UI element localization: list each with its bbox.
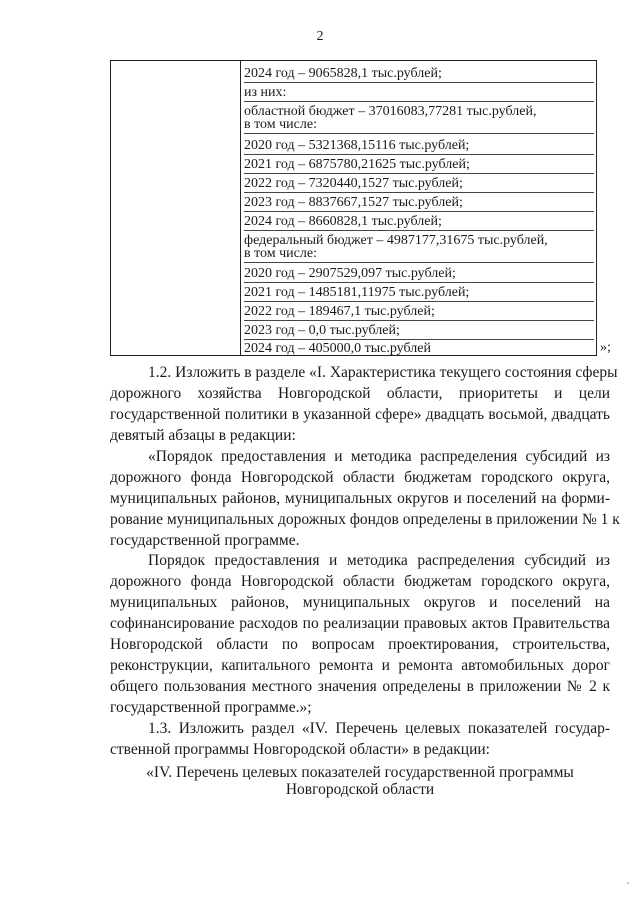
table-line: 2022 год – 189467,1 тыс.рублей; bbox=[244, 305, 594, 321]
text-line: муниципальных районов, муниципальных округов и поселений на форми- bbox=[110, 490, 610, 507]
table-line: 2023 год – 0,0 тыс.рублей; bbox=[244, 324, 594, 340]
text-line: девятый абзацы в редакции: bbox=[110, 427, 296, 444]
paragraph-quote-1 bbox=[110, 446, 620, 551]
text-line: рование муниципальных дорожных фондов определены в приложении № 1 к bbox=[110, 511, 620, 528]
page-number: 2 bbox=[316, 29, 324, 44]
paragraph-1-3 bbox=[110, 718, 610, 760]
table-line: областной бюджет – 37016083,77281 тыс.рублей, bbox=[244, 104, 537, 119]
heading-line: Новгородской области bbox=[285, 781, 435, 798]
table-line: 2024 год – 8660828,1 тыс.рублей; bbox=[244, 215, 594, 231]
text-line: «Порядок предоставления и методика распределения субсидий из bbox=[148, 448, 610, 465]
table-line: 2021 год – 6875780,21625 тыс.рублей; bbox=[244, 158, 594, 174]
text-line: 1.2. Изложить в разделе «I. Характеристика текущего состояния сферы bbox=[148, 364, 618, 381]
table-line: 2024 год – 405000,0 тыс.рублей bbox=[244, 341, 431, 356]
text-line: софинансирование расходов по реализации правовых актов Правительства bbox=[110, 615, 610, 632]
table-line: 2020 год – 5321368,15116 тыс.рублей; bbox=[244, 139, 594, 155]
text-line: общего пользования местного значения определены в приложении № 2 к bbox=[110, 678, 610, 695]
budget-table bbox=[110, 60, 597, 356]
text-line: реконструкции, капитального ремонта и ремонта автомобильных дорог bbox=[110, 657, 610, 674]
section-heading bbox=[110, 764, 610, 798]
paragraph-quote-2 bbox=[110, 550, 610, 718]
scan-speck bbox=[627, 882, 629, 884]
text-line: дорожного фонда Новгородской области бюджетам городского округа, bbox=[110, 573, 610, 590]
text-line: Порядок предоставления и методика распределения субсидий из bbox=[148, 552, 610, 569]
text-line: дорожного фонда Новгородской области бюджетам городского округа, bbox=[110, 469, 610, 486]
table-line: в том числе: bbox=[244, 247, 594, 263]
paragraph-1-2 bbox=[110, 362, 618, 446]
table-line: федеральный бюджет – 4987177,31675 тыс.рублей, bbox=[244, 233, 548, 248]
text-line: дорожного хозяйства Новгородской области, приоритеты и цели bbox=[110, 385, 610, 402]
table-line: из них: bbox=[244, 86, 594, 102]
table-line: 2020 год – 2907529,097 тыс.рублей; bbox=[244, 267, 594, 283]
table-line: в том числе: bbox=[244, 118, 594, 134]
table-line: 2023 год – 8837667,1527 тыс.рублей; bbox=[244, 196, 594, 212]
text-line: ственной программы Новгородской области» в редакции: bbox=[110, 741, 490, 758]
text-line: муниципальных районов, муниципальных округов и поселений на bbox=[110, 594, 610, 611]
table-line: 2022 год – 7320440,1527 тыс.рублей; bbox=[244, 177, 594, 193]
text-line: государственной программе. bbox=[110, 532, 300, 549]
table-line: 2024 год – 9065828,1 тыс.рублей; bbox=[244, 67, 594, 83]
table-line: 2021 год – 1485181,11975 тыс.рублей; bbox=[244, 286, 594, 302]
table-column-divider bbox=[240, 61, 241, 355]
text-line: государственной политики в указанной сфере» двадцать восьмой, двадцать bbox=[110, 406, 610, 423]
text-line: Новгородской области по вопросам проектирования, строительства, bbox=[110, 636, 610, 653]
text-line: 1.3. Изложить раздел «IV. Перечень целевых показателей государ- bbox=[148, 720, 610, 737]
text-line: государственной программе.»; bbox=[110, 699, 312, 716]
closing-quote: »; bbox=[600, 340, 611, 355]
heading-line: «IV. Перечень целевых показателей государственной программы bbox=[146, 764, 574, 781]
